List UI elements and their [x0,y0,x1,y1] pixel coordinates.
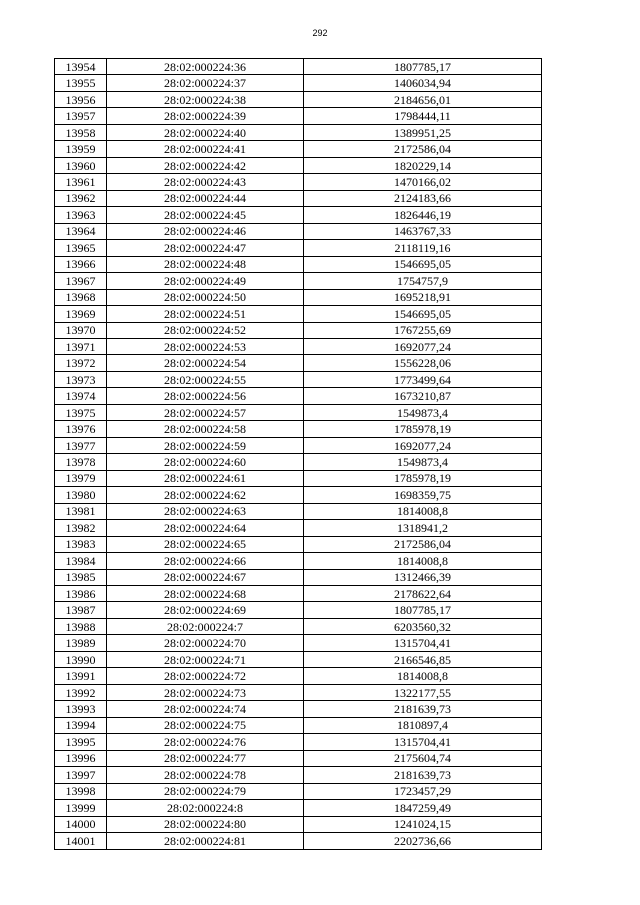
cadastral-number-cell: 28:02:000224:76 [107,734,304,750]
value-cell: 2166546,85 [304,651,542,667]
table-row [55,734,542,750]
value-cell: 1798444,11 [304,108,542,124]
row-number-cell: 13967 [55,273,107,289]
row-number-cell: 13977 [55,437,107,453]
cadastral-number-cell: 28:02:000224:36 [107,59,304,75]
table-row [55,75,542,91]
table-row [55,668,542,684]
cadastral-number-cell: 28:02:000224:72 [107,668,304,684]
row-number-cell: 13981 [55,503,107,519]
cadastral-number-cell: 28:02:000224:69 [107,602,304,618]
row-number-cell: 13962 [55,190,107,206]
table-row [55,618,542,634]
row-number-cell: 13978 [55,454,107,470]
row-number-cell: 13984 [55,553,107,569]
row-number-cell: 13969 [55,306,107,322]
value-cell: 2181639,73 [304,767,542,783]
cadastral-number-cell: 28:02:000224:78 [107,767,304,783]
cadastral-number-cell: 28:02:000224:44 [107,190,304,206]
table-row [55,108,542,124]
table-row [55,454,542,470]
table-row [55,800,542,816]
value-cell: 1318941,2 [304,520,542,536]
row-number-cell: 13976 [55,421,107,437]
value-cell: 2124183,66 [304,190,542,206]
value-cell: 2202736,66 [304,833,542,849]
cadastral-number-cell: 28:02:000224:70 [107,635,304,651]
table-row [55,256,542,272]
table-row [55,701,542,717]
value-cell: 1241024,15 [304,816,542,832]
cadastral-number-cell: 28:02:000224:66 [107,553,304,569]
cadastral-number-cell: 28:02:000224:60 [107,454,304,470]
row-number-cell: 13982 [55,520,107,536]
table-row [55,207,542,223]
row-number-cell: 13959 [55,141,107,157]
value-cell: 1463767,33 [304,223,542,239]
row-number-cell: 13994 [55,717,107,733]
value-cell: 1807785,17 [304,59,542,75]
table-row [55,767,542,783]
value-cell: 1546695,05 [304,306,542,322]
row-number-cell: 14001 [55,833,107,849]
table-row [55,371,542,387]
value-cell: 1315704,41 [304,635,542,651]
value-cell: 1470166,02 [304,174,542,190]
table-row [55,487,542,503]
value-cell: 1556228,06 [304,355,542,371]
cadastral-number-cell: 28:02:000224:75 [107,717,304,733]
value-cell: 2178622,64 [304,586,542,602]
cadastral-number-cell: 28:02:000224:61 [107,470,304,486]
row-number-cell: 13980 [55,487,107,503]
row-number-cell: 13974 [55,388,107,404]
cadastral-number-cell: 28:02:000224:41 [107,141,304,157]
row-number-cell: 13961 [55,174,107,190]
cadastral-number-cell: 28:02:000224:64 [107,520,304,536]
table-row [55,338,542,354]
row-number-cell: 13985 [55,569,107,585]
value-cell: 2172586,04 [304,141,542,157]
table-row [55,124,542,140]
table-row [55,421,542,437]
table-row [55,190,542,206]
cadastral-number-cell: 28:02:000224:79 [107,783,304,799]
row-number-cell: 13968 [55,289,107,305]
table-body [55,59,542,850]
row-number-cell: 13966 [55,256,107,272]
table-row [55,289,542,305]
table-row [55,174,542,190]
value-cell: 1814008,8 [304,553,542,569]
table-row [55,750,542,766]
row-number-cell: 13972 [55,355,107,371]
row-number-cell: 13957 [55,108,107,124]
row-number-cell: 13975 [55,404,107,420]
row-number-cell: 13999 [55,800,107,816]
value-cell: 2118119,16 [304,240,542,256]
cadastral-number-cell: 28:02:000224:74 [107,701,304,717]
value-cell: 6203560,32 [304,618,542,634]
row-number-cell: 13973 [55,371,107,387]
value-cell: 1767255,69 [304,322,542,338]
cadastral-number-cell: 28:02:000224:81 [107,833,304,849]
table-row [55,520,542,536]
table-row [55,833,542,849]
row-number-cell: 13988 [55,618,107,634]
value-cell: 1549873,4 [304,454,542,470]
row-number-cell: 13970 [55,322,107,338]
value-cell: 1315704,41 [304,734,542,750]
row-number-cell: 13983 [55,536,107,552]
cadastral-number-cell: 28:02:000224:63 [107,503,304,519]
row-number-cell: 13992 [55,684,107,700]
table-row [55,569,542,585]
row-number-cell: 14000 [55,816,107,832]
value-cell: 1785978,19 [304,470,542,486]
cadastral-number-cell: 28:02:000224:71 [107,651,304,667]
cadastral-number-cell: 28:02:000224:62 [107,487,304,503]
cadastral-number-cell: 28:02:000224:67 [107,569,304,585]
table-row [55,651,542,667]
table-row [55,388,542,404]
row-number-cell: 13965 [55,240,107,256]
table-row [55,91,542,107]
table-row [55,635,542,651]
cadastral-number-cell: 28:02:000224:68 [107,586,304,602]
cadastral-number-cell: 28:02:000224:39 [107,108,304,124]
value-cell: 1549873,4 [304,404,542,420]
value-cell: 1406034,94 [304,75,542,91]
row-number-cell: 13993 [55,701,107,717]
row-number-cell: 13991 [55,668,107,684]
cadastral-number-cell: 28:02:000224:65 [107,536,304,552]
value-cell: 1692077,24 [304,437,542,453]
row-number-cell: 13956 [55,91,107,107]
table-row [55,684,542,700]
table-row [55,240,542,256]
table-row [55,783,542,799]
cadastral-number-cell: 28:02:000224:56 [107,388,304,404]
value-cell: 1847259,49 [304,800,542,816]
value-cell: 1773499,64 [304,371,542,387]
row-number-cell: 13997 [55,767,107,783]
cadastral-number-cell: 28:02:000224:43 [107,174,304,190]
value-cell: 1692077,24 [304,338,542,354]
value-cell: 1754757,9 [304,273,542,289]
row-number-cell: 13954 [55,59,107,75]
data-table [54,58,542,850]
cadastral-number-cell: 28:02:000224:37 [107,75,304,91]
value-cell: 1322177,55 [304,684,542,700]
value-cell: 2181639,73 [304,701,542,717]
table-row [55,816,542,832]
row-number-cell: 13998 [55,783,107,799]
table-row [55,273,542,289]
cadastral-number-cell: 28:02:000224:48 [107,256,304,272]
table-row [55,470,542,486]
value-cell: 1673210,87 [304,388,542,404]
row-number-cell: 13964 [55,223,107,239]
cadastral-number-cell: 28:02:000224:46 [107,223,304,239]
value-cell: 1698359,75 [304,487,542,503]
table-row [55,223,542,239]
value-cell: 2172586,04 [304,536,542,552]
value-cell: 2175604,74 [304,750,542,766]
value-cell: 1389951,25 [304,124,542,140]
cadastral-number-cell: 28:02:000224:58 [107,421,304,437]
row-number-cell: 13987 [55,602,107,618]
value-cell: 2184656,01 [304,91,542,107]
value-cell: 1814008,8 [304,668,542,684]
cadastral-number-cell: 28:02:000224:40 [107,124,304,140]
table-row [55,437,542,453]
table-row [55,586,542,602]
row-number-cell: 13955 [55,75,107,91]
value-cell: 1814008,8 [304,503,542,519]
cadastral-number-cell: 28:02:000224:54 [107,355,304,371]
cadastral-number-cell: 28:02:000224:55 [107,371,304,387]
cadastral-number-cell: 28:02:000224:73 [107,684,304,700]
cadastral-number-cell: 28:02:000224:50 [107,289,304,305]
cadastral-number-cell: 28:02:000224:77 [107,750,304,766]
table-row [55,602,542,618]
table-row [55,141,542,157]
cadastral-number-cell: 28:02:000224:59 [107,437,304,453]
value-cell: 1785978,19 [304,421,542,437]
cadastral-number-cell: 28:02:000224:38 [107,91,304,107]
row-number-cell: 13995 [55,734,107,750]
value-cell: 1826446,19 [304,207,542,223]
value-cell: 1723457,29 [304,783,542,799]
row-number-cell: 13971 [55,338,107,354]
cadastral-number-cell: 28:02:000224:57 [107,404,304,420]
value-cell: 1312466,39 [304,569,542,585]
cadastral-number-cell: 28:02:000224:42 [107,157,304,173]
table-row [55,503,542,519]
value-cell: 1695218,91 [304,289,542,305]
value-cell: 1546695,05 [304,256,542,272]
value-cell: 1820229,14 [304,157,542,173]
page-number: 292 [312,28,328,38]
cadastral-number-cell: 28:02:000224:47 [107,240,304,256]
table-row [55,306,542,322]
cadastral-number-cell: 28:02:000224:7 [107,618,304,634]
row-number-cell: 13989 [55,635,107,651]
cadastral-number-cell: 28:02:000224:51 [107,306,304,322]
table-row [55,404,542,420]
cadastral-number-cell: 28:02:000224:45 [107,207,304,223]
cadastral-number-cell: 28:02:000224:8 [107,800,304,816]
cadastral-number-cell: 28:02:000224:52 [107,322,304,338]
row-number-cell: 13990 [55,651,107,667]
table-row [55,717,542,733]
table-row [55,59,542,75]
row-number-cell: 13960 [55,157,107,173]
row-number-cell: 13958 [55,124,107,140]
cadastral-number-cell: 28:02:000224:49 [107,273,304,289]
row-number-cell: 13996 [55,750,107,766]
table-row [55,157,542,173]
table-row [55,355,542,371]
table-row [55,553,542,569]
table-row [55,322,542,338]
row-number-cell: 13986 [55,586,107,602]
value-cell: 1807785,17 [304,602,542,618]
table-row [55,536,542,552]
cadastral-number-cell: 28:02:000224:80 [107,816,304,832]
value-cell: 1810897,4 [304,717,542,733]
cadastral-number-cell: 28:02:000224:53 [107,338,304,354]
row-number-cell: 13963 [55,207,107,223]
row-number-cell: 13979 [55,470,107,486]
